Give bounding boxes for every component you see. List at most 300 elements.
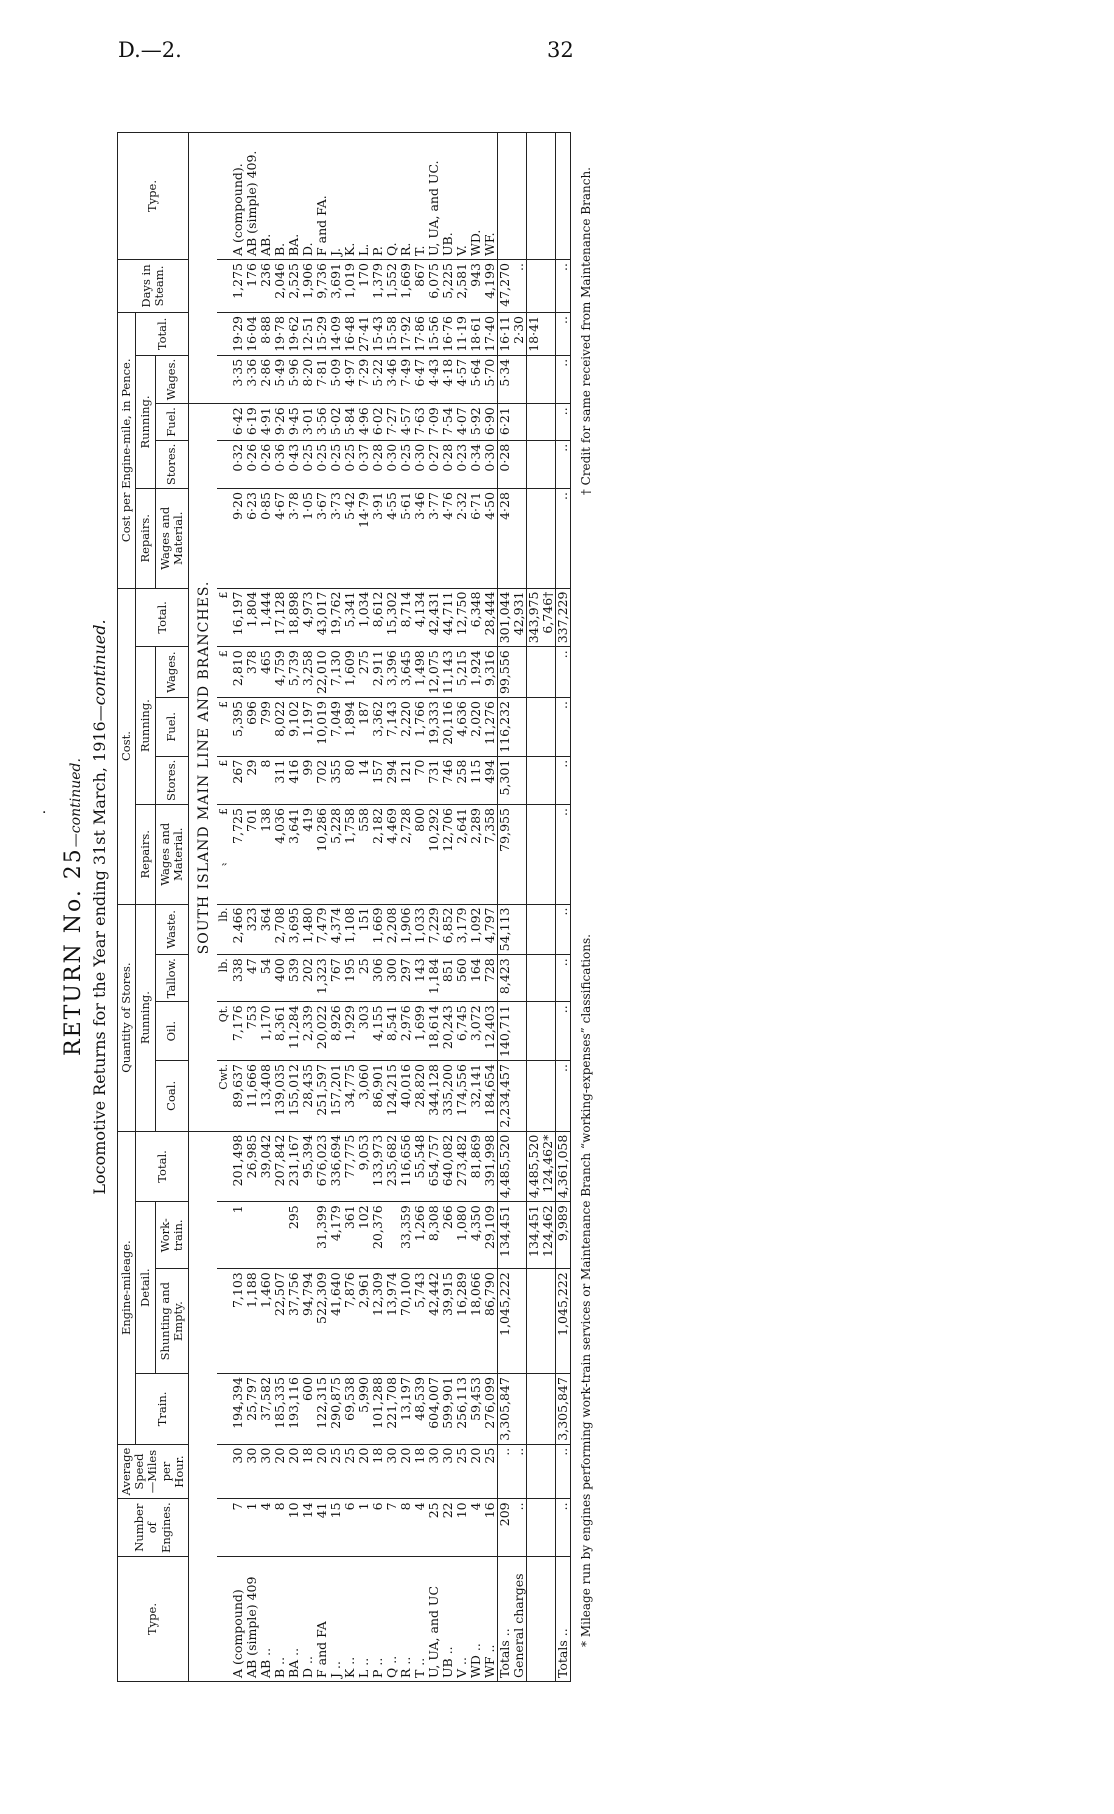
col-cost-fuel: Fuel.: [156, 698, 189, 757]
cell-type2: D.: [301, 133, 315, 260]
cell-spd: 18: [413, 1444, 427, 1499]
cell-ptotal: 17·40: [483, 313, 498, 356]
unit-pound: £: [217, 588, 231, 647]
cell-days: 943: [469, 260, 483, 313]
cell-total: 55,548: [413, 1131, 427, 1202]
cell-stores: [512, 756, 527, 804]
cell-ctotal: 15,302: [385, 588, 399, 647]
cell-waste: 364: [259, 904, 273, 955]
cell-stores: 80: [343, 756, 357, 804]
cell-fuel: 7,143: [385, 698, 399, 757]
cell-wages: 99,556: [498, 647, 513, 698]
cell-prep: 1·05: [301, 489, 315, 589]
cell-total: 676,023: [315, 1131, 329, 1202]
cell-pwages: 7·29: [357, 355, 371, 403]
cell-work: 1,266: [413, 1202, 427, 1269]
cell-pwages: 5·34: [498, 355, 513, 403]
cell-ptotal: [541, 313, 556, 356]
cell-type: B ..: [273, 1557, 287, 1682]
cell-total: 95,394: [301, 1131, 315, 1202]
cell-ptotal: 15·43: [371, 313, 385, 356]
cell-eng: 10: [455, 1499, 469, 1557]
cell-pfuel: 6·02: [371, 404, 385, 441]
cell-type: BA ..: [287, 1557, 301, 1682]
cell-wages: 3,396: [385, 647, 399, 698]
cell-tallow: 8,423: [498, 955, 513, 1002]
unit-oil: Qt.: [217, 1002, 231, 1061]
cell-pwages: [541, 355, 556, 403]
cell-wages: 465: [259, 647, 273, 698]
cell-fuel: 7,049: [329, 698, 343, 757]
cell-days: 6,075: [427, 260, 441, 313]
cell-train: 604,007: [427, 1374, 441, 1445]
cell-prep: 5·61: [399, 489, 413, 589]
cell-wages: 1,924: [469, 647, 483, 698]
cell-prep: 3·77: [427, 489, 441, 589]
cell-coal: 28,435: [301, 1061, 315, 1132]
cell-ctotal: 6,746†: [541, 588, 556, 647]
col-cost-repairs: Repairs.: [136, 805, 156, 905]
cell-work: 1,080: [455, 1202, 469, 1269]
cell-work: [385, 1202, 399, 1269]
cell-oil: 753: [245, 1002, 259, 1061]
cell-train: 37,582: [259, 1374, 273, 1445]
cell-pfuel: 7·27: [385, 404, 399, 441]
cell-tallow: 400: [273, 955, 287, 1002]
cell-work: 102: [357, 1202, 371, 1269]
cell-fuel: 8,022: [273, 698, 287, 757]
cell-total: 124,462*: [541, 1131, 556, 1202]
cell-total: 116,656: [399, 1131, 413, 1202]
cell-oil: 2,976: [399, 1002, 413, 1061]
cell-work: 33,359: [399, 1202, 413, 1269]
cell-waste: 1,033: [413, 904, 427, 955]
cell-fuel: 11,276: [483, 698, 498, 757]
cell-tallow: 47: [245, 955, 259, 1002]
cell-work: [259, 1202, 273, 1269]
cell-pstores: ..: [556, 440, 571, 488]
cell-eng: 22: [441, 1499, 455, 1557]
cell-prep: [527, 489, 542, 589]
cell-stores: 99: [301, 756, 315, 804]
cell-fuel: 4,636: [455, 698, 469, 757]
cell-days: [527, 260, 542, 313]
cell-days: 867: [413, 260, 427, 313]
cell-pfuel: 4·91: [259, 404, 273, 441]
cell-pwages: 5·22: [371, 355, 385, 403]
cell-shunt: 39,915: [441, 1269, 455, 1374]
cell-rep: 10,292: [427, 805, 441, 905]
cell-pwages: 6·47: [413, 355, 427, 403]
cell-stores: 355: [329, 756, 343, 804]
cell-work: 9,989: [556, 1202, 571, 1269]
cell-wages: 5,215: [455, 647, 469, 698]
cell-pstores: 0·25: [329, 440, 343, 488]
cell-tallow: 728: [483, 955, 498, 1002]
cell-shunt: 7,103: [231, 1269, 245, 1374]
cell-stores: ..: [556, 756, 571, 804]
cell-waste: ..: [556, 904, 571, 955]
cell-train: 600: [301, 1374, 315, 1445]
cell-pfuel: 5·84: [343, 404, 357, 441]
cell-waste: 3,179: [455, 904, 469, 955]
cell-fuel: 5,395: [231, 698, 245, 757]
cell-type2: [512, 133, 527, 260]
section-spacer: [189, 133, 218, 404]
cell-work: [273, 1202, 287, 1269]
cell-ptotal: 8·88: [259, 313, 273, 356]
cell-pstores: 0·28: [498, 440, 513, 488]
cell-ptotal: 12·51: [301, 313, 315, 356]
cell-shunt: 2,961: [357, 1269, 371, 1374]
table-row: [399, 133, 413, 1682]
cell-work: 124,462: [541, 1202, 556, 1269]
cell-prep: 3·78: [287, 489, 301, 589]
cell-train: 69,538: [343, 1374, 357, 1445]
totals-row: [498, 133, 513, 1682]
cell-days: ..: [512, 260, 527, 313]
table-row: [413, 133, 427, 1682]
table-row: [315, 133, 329, 1682]
cell-wages: [527, 647, 542, 698]
cell-pfuel: 9·45: [287, 404, 301, 441]
cell-fuel: 2,220: [399, 698, 413, 757]
cell-rep: 701: [245, 805, 259, 905]
cell-eng: [541, 1499, 556, 1557]
cell-stores: 731: [427, 756, 441, 804]
col-type-right: Type.: [118, 133, 189, 260]
cell-waste: 2,466: [231, 904, 245, 955]
cell-eng: 6: [343, 1499, 357, 1557]
cell-fuel: 1,766: [413, 698, 427, 757]
cell-tallow: [527, 955, 542, 1002]
cell-days: 1,379: [371, 260, 385, 313]
cell-pwages: 7·49: [399, 355, 413, 403]
cell-rep: 2,182: [371, 805, 385, 905]
cell-shunt: 22,507: [273, 1269, 287, 1374]
cell-ptotal: ..: [556, 313, 571, 356]
cell-fuel: 20,116: [441, 698, 455, 757]
cell-train: 194,394: [231, 1374, 245, 1445]
cell-wages: 3,645: [399, 647, 413, 698]
cell-spd: 25: [483, 1444, 498, 1499]
cell-tallow: 539: [287, 955, 301, 1002]
cell-coal: 28,820: [413, 1061, 427, 1132]
return-title-main: RETURN No. 25: [61, 847, 86, 1056]
cell-type2: [541, 133, 556, 260]
cell-prep: 9·20: [231, 489, 245, 589]
cell-ctotal: 4,973: [301, 588, 315, 647]
cell-waste: 2,208: [385, 904, 399, 955]
cell-fuel: 3,362: [371, 698, 385, 757]
cell-wages: 3,258: [301, 647, 315, 698]
cell-pwages: 5·49: [273, 355, 287, 403]
cell-work: [301, 1202, 315, 1269]
table-row: [469, 133, 483, 1682]
cell-stores: 311: [273, 756, 287, 804]
cell-waste: 1,669: [371, 904, 385, 955]
cell-coal: 155,012: [287, 1061, 301, 1132]
col-detail: Detail.: [136, 1202, 156, 1374]
col-pence-total: Total.: [136, 313, 189, 356]
cell-pwages: 5·09: [329, 355, 343, 403]
cell-tallow: 300: [385, 955, 399, 1002]
cell-shunt: 7,876: [343, 1269, 357, 1374]
cell-work: 29,109: [483, 1202, 498, 1269]
cell-fuel: 116,232: [498, 698, 513, 757]
cell-waste: [541, 904, 556, 955]
cell-total: 4,361,058: [556, 1131, 571, 1202]
cell-eng: 8: [273, 1499, 287, 1557]
cell-fuel: 10,019: [315, 698, 329, 757]
cell-ctotal: 19,762: [329, 588, 343, 647]
cell-eng: 14: [301, 1499, 315, 1557]
cell-pstores: 0·34: [469, 440, 483, 488]
col-train: Train.: [136, 1374, 189, 1445]
cell-shunt: 12,309: [371, 1269, 385, 1374]
cell-pfuel: [512, 404, 527, 441]
return-title: [61, 127, 86, 1687]
cell-shunt: 94,794: [301, 1269, 315, 1374]
cell-wages: 11,143: [441, 647, 455, 698]
cell-tallow: 54: [259, 955, 273, 1002]
cell-rep: 2,728: [399, 805, 413, 905]
cell-shunt: 1,460: [259, 1269, 273, 1374]
cell-fuel: ..: [556, 698, 571, 757]
cell-work: 4,179: [329, 1202, 343, 1269]
cell-pwages: 5·70: [483, 355, 498, 403]
cell-pwages: 5·64: [469, 355, 483, 403]
cell-tallow: [541, 955, 556, 1002]
cell-rep: 12,706: [441, 805, 455, 905]
cell-type: R ..: [399, 1557, 413, 1682]
cell-rep: 7,725: [231, 805, 245, 905]
table-body: [189, 133, 571, 1682]
cell-coal: 335,200: [441, 1061, 455, 1132]
cell-type: D ..: [301, 1557, 315, 1682]
cell-oil: 8,361: [273, 1002, 287, 1061]
cell-stores: 294: [385, 756, 399, 804]
cell-oil: ..: [556, 1002, 571, 1061]
cell-oil: 18,614: [427, 1002, 441, 1061]
cell-type2: B.: [273, 133, 287, 260]
table-row: [441, 133, 455, 1682]
cell-coal: [541, 1061, 556, 1132]
cell-rep: [527, 805, 542, 905]
cell-type: A (compound): [231, 1557, 245, 1682]
cell-oil: 3,072: [469, 1002, 483, 1061]
cell-rep: 419: [301, 805, 315, 905]
cell-coal: 89,637: [231, 1061, 245, 1132]
table-row: [371, 133, 385, 1682]
cell-spd: 30: [259, 1444, 273, 1499]
cell-pfuel: 4·07: [455, 404, 469, 441]
cell-type: Totals ..: [498, 1557, 513, 1682]
cell-ptotal: 27·41: [357, 313, 371, 356]
cell-type2: J.: [329, 133, 343, 260]
cell-ptotal: 16·04: [245, 313, 259, 356]
cell-coal: 251,597: [315, 1061, 329, 1132]
cell-waste: 1,108: [343, 904, 357, 955]
cell-prep: [512, 489, 527, 589]
cell-ctotal: 16,197: [231, 588, 245, 647]
cell-spd: 20: [273, 1444, 287, 1499]
col-pence-wages-material: Wages and Material.: [156, 489, 189, 589]
cell-oil: 7,176: [231, 1002, 245, 1061]
cell-pfuel: 3·56: [315, 404, 329, 441]
rotated-table-page: [57, 127, 1057, 1687]
cell-waste: 7,479: [315, 904, 329, 955]
cell-work: 361: [343, 1202, 357, 1269]
cell-days: 1,019: [343, 260, 357, 313]
cell-waste: 323: [245, 904, 259, 955]
cell-rep: 4,469: [385, 805, 399, 905]
cell-pfuel: 7·09: [427, 404, 441, 441]
cell-ctotal: 42,431: [427, 588, 441, 647]
cell-pfuel: 6·21: [498, 404, 513, 441]
cell-ptotal: 17·86: [413, 313, 427, 356]
section-title: SOUTH ISLAND MAIN LINE AND BRANCHES.: [189, 404, 218, 1131]
cell-eng: 8: [399, 1499, 413, 1557]
cell-shunt: 42,442: [427, 1269, 441, 1374]
cell-tallow: 560: [455, 955, 469, 1002]
col-oil: Oil.: [156, 1002, 189, 1061]
cell-tallow: 338: [231, 955, 245, 1002]
cell-prep: 4·28: [498, 489, 513, 589]
cell-shunt: 1,188: [245, 1269, 259, 1374]
cell-total: 231,167: [287, 1131, 301, 1202]
cell-type2: V.: [455, 133, 469, 260]
cell-tallow: 297: [399, 955, 413, 1002]
cell-ctotal: 17,128: [273, 588, 287, 647]
cell-train: 185,335: [273, 1374, 287, 1445]
cell-fuel: 696: [245, 698, 259, 757]
cell-spd: 18: [301, 1444, 315, 1499]
cell-type2: [498, 133, 513, 260]
unit-pound: £: [217, 698, 231, 757]
cell-ctotal: 43,017: [315, 588, 329, 647]
cell-eng: ..: [556, 1499, 571, 1557]
table-row: [357, 133, 371, 1682]
subtotal-row: [527, 133, 542, 1682]
cell-eng: 25: [427, 1499, 441, 1557]
cell-coal: 124,215: [385, 1061, 399, 1132]
cell-train: [512, 1374, 527, 1445]
cell-tallow: 1,323: [315, 955, 329, 1002]
cell-pwages: 4·43: [427, 355, 441, 403]
cell-waste: 3,695: [287, 904, 301, 955]
cell-type: Q ..: [385, 1557, 399, 1682]
col-shunting: Shunting and Empty.: [156, 1269, 189, 1374]
cell-wages: 12,075: [427, 647, 441, 698]
unit-tallow: lb.: [217, 955, 231, 1002]
cell-pwages: 4·57: [455, 355, 469, 403]
cell-eng: 4: [469, 1499, 483, 1557]
cell-fuel: 1,894: [343, 698, 357, 757]
cell-tallow: ..: [556, 955, 571, 1002]
cell-coal: 34,775: [343, 1061, 357, 1132]
cell-shunt: 5,743: [413, 1269, 427, 1374]
cell-tallow: 195: [343, 955, 357, 1002]
cell-pstores: 0·28: [441, 440, 455, 488]
cell-eng: 16: [483, 1499, 498, 1557]
cell-type: AB (simple) 409: [245, 1557, 259, 1682]
cell-oil: 20,243: [441, 1002, 455, 1061]
cell-work: 4,350: [469, 1202, 483, 1269]
table-row: [427, 133, 441, 1682]
cell-shunt: 86,790: [483, 1269, 498, 1374]
table-row: [231, 133, 245, 1682]
cell-rep: 800: [413, 805, 427, 905]
cell-stores: 121: [399, 756, 413, 804]
col-cost-total: Total.: [136, 588, 189, 647]
cell-train: 256,113: [455, 1374, 469, 1445]
cell-wages: 4,759: [273, 647, 287, 698]
cell-work: 134,451: [527, 1202, 542, 1269]
cell-pstores: 0·30: [413, 440, 427, 488]
cell-ptotal: 15·56: [427, 313, 441, 356]
cell-days: 2,046: [273, 260, 287, 313]
cell-ctotal: 343,975: [527, 588, 542, 647]
cell-pstores: 0·26: [245, 440, 259, 488]
cell-type2: AB (simple) 409.: [245, 133, 259, 260]
cell-total: 207,842: [273, 1131, 287, 1202]
cell-work: 20,376: [371, 1202, 385, 1269]
page-number: 32: [547, 38, 574, 62]
cell-rep: 558: [357, 805, 371, 905]
cell-wages: 2,911: [371, 647, 385, 698]
cell-oil: 6,745: [455, 1002, 469, 1061]
cell-type: T ..: [413, 1557, 427, 1682]
cell-pstores: 0·36: [273, 440, 287, 488]
cell-waste: 2,708: [273, 904, 287, 955]
cell-train: 3,305,847: [498, 1374, 513, 1445]
cell-rep: [541, 805, 556, 905]
cell-ctotal: 1,444: [259, 588, 273, 647]
cell-total: 336,694: [329, 1131, 343, 1202]
cell-waste: 54,113: [498, 904, 513, 955]
cell-train: 25,797: [245, 1374, 259, 1445]
footnote-credit: † Credit for same received from Maintenance Branch.: [579, 167, 594, 496]
cell-ctotal: 44,711: [441, 588, 455, 647]
cell-work: 31,399: [315, 1202, 329, 1269]
cell-eng: ..: [512, 1499, 527, 1557]
cell-pstores: [527, 440, 542, 488]
cell-pfuel: 4·96: [357, 404, 371, 441]
col-mileage-total: Total.: [136, 1131, 189, 1202]
cell-shunt: 70,100: [399, 1269, 413, 1374]
cell-train: 290,875: [329, 1374, 343, 1445]
cell-train: 599,901: [441, 1374, 455, 1445]
cell-pstores: 0·26: [259, 440, 273, 488]
cell-ptotal: 19·29: [231, 313, 245, 356]
cell-tallow: 25: [357, 955, 371, 1002]
cell-days: 47,270: [498, 260, 513, 313]
col-type: Type.: [118, 1557, 189, 1682]
cell-tallow: 851: [441, 955, 455, 1002]
cell-pstores: 0·25: [343, 440, 357, 488]
cell-ptotal: 17·92: [399, 313, 413, 356]
cell-days: 3,691: [329, 260, 343, 313]
cell-train: [541, 1374, 556, 1445]
unit-waste: lb.: [217, 904, 231, 955]
cell-ptotal: 16·48: [343, 313, 357, 356]
cell-days: ..: [556, 260, 571, 313]
cell-days: 176: [245, 260, 259, 313]
cell-pfuel: 5·02: [329, 404, 343, 441]
cell-prep: 3·46: [413, 489, 427, 589]
cell-rep: 2,289: [469, 805, 483, 905]
